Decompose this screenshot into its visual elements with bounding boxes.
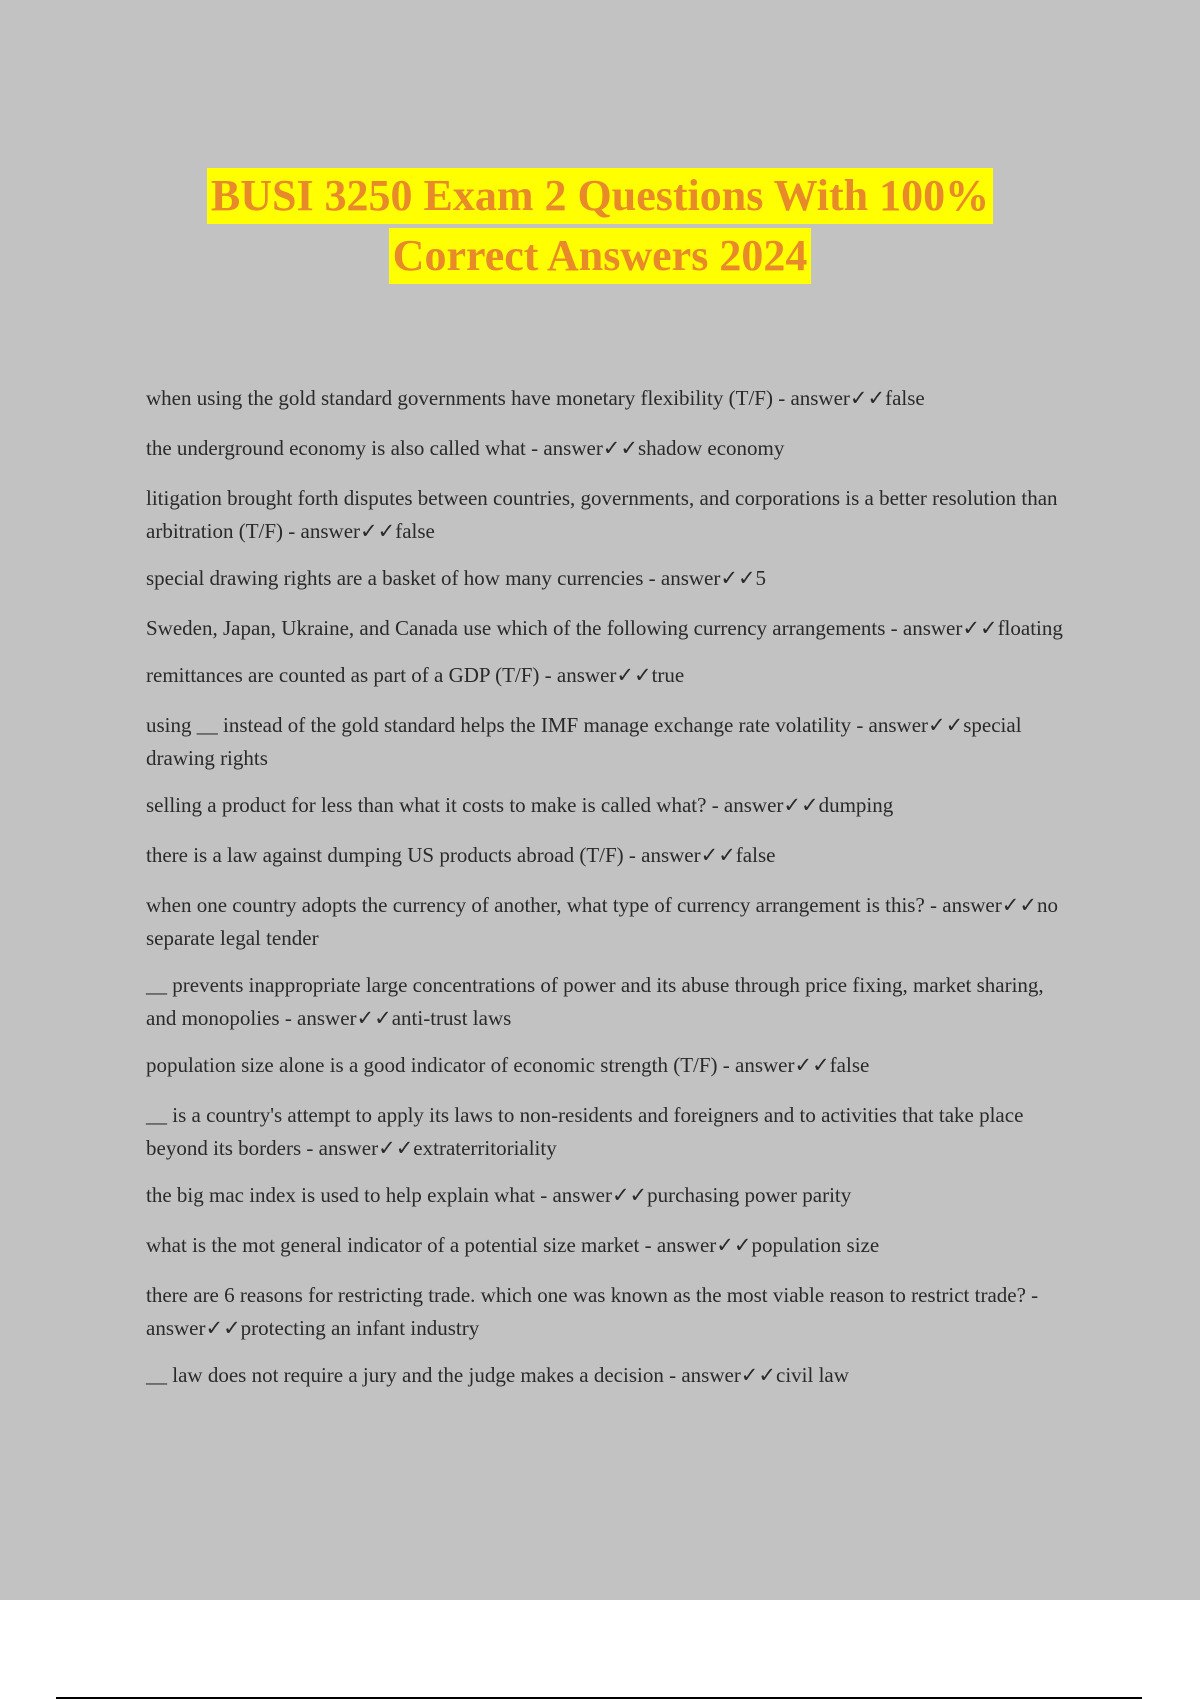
qa-item: population size alone is a good indicator of economic strength (T/F) - answer✓✓false (146, 1053, 870, 1077)
qa-item: litigation brought forth disputes between countries, governments, and corporations is a better resolution than arbitration (T/F) - answer✓✓false (146, 486, 1058, 543)
qa-item: when one country adopts the currency of another, what type of currency arrangement is this? - answer✓✓no separate legal tender (146, 893, 1058, 950)
qa-item: there is a law against dumping US products abroad (T/F) - answer✓✓false (146, 843, 776, 867)
title-line-1: BUSI 3250 Exam 2 Questions With 100% (207, 168, 993, 224)
qa-item: __ law does not require a jury and the judge makes a decision - answer✓✓civil law (146, 1363, 849, 1387)
page-bottom-rule (56, 1697, 1142, 1699)
qa-item: selling a product for less than what it costs to make is called what? - answer✓✓dumping (146, 793, 894, 817)
qa-item: special drawing rights are a basket of how many currencies - answer✓✓5 (146, 566, 767, 590)
qa-item: there are 6 reasons for restricting trade. which one was known as the most viable reason to restrict trade? - answer✓✓protecting an infant industry (146, 1283, 1039, 1340)
qa-item: what is the mot general indicator of a potential size market - answer✓✓population size (146, 1233, 880, 1257)
qa-item: when using the gold standard governments have monetary flexibility (T/F) - answer✓✓false (146, 386, 925, 410)
qa-item: __ prevents inappropriate large concentrations of power and its abuse through price fixing, market sharing, and monopolies - answer✓✓anti-trust laws (146, 973, 1044, 1030)
qa-item: remittances are counted as part of a GDP (T/F) - answer✓✓true (146, 663, 685, 687)
question-answer-list (146, 382, 1066, 1409)
title-line-2: Correct Answers 2024 (389, 228, 812, 284)
qa-item: the underground economy is also called what - answer✓✓shadow economy (146, 436, 785, 460)
document-title (0, 168, 1200, 288)
qa-item: Sweden, Japan, Ukraine, and Canada use which of the following currency arrangements - answer✓✓floating (146, 616, 1063, 640)
qa-item: using __ instead of the gold standard helps the IMF manage exchange rate volatility - answer✓✓special drawing rights (146, 713, 1022, 770)
qa-item: the big mac index is used to help explain what - answer✓✓purchasing power parity (146, 1183, 852, 1207)
qa-item: __ is a country's attempt to apply its laws to non-residents and foreigners and to activities that take place beyond its borders - answer✓✓extraterritoriality (146, 1103, 1024, 1160)
